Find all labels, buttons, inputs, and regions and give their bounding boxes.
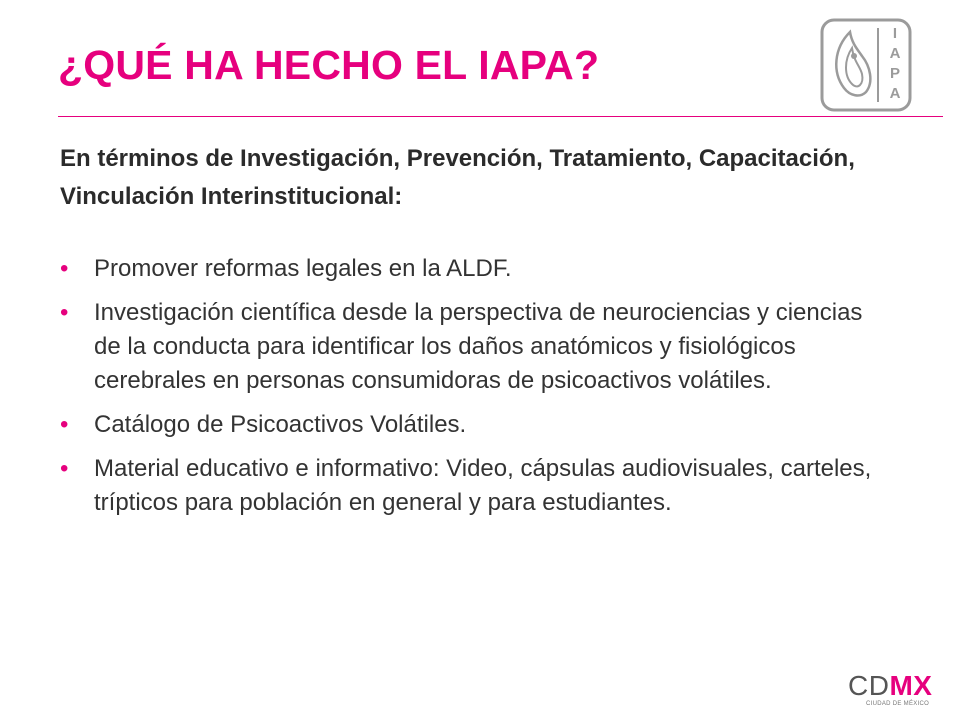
bullet-text: Material educativo e informativo: Video, cápsulas audiovisuales, carteles, trípticos para población en general y para estudiantes.	[94, 455, 872, 516]
title-divider	[58, 116, 943, 117]
cdmx-logo-mx: MX	[889, 670, 933, 701]
bullet-text: Catálogo de Psicoactivos Volátiles.	[94, 411, 467, 438]
bullet-item	[60, 252, 880, 286]
cdmx-logo-subtitle: CIUDAD DE MÉXICO	[866, 701, 930, 707]
bullet-dot-icon: •	[60, 255, 69, 282]
bullet-item	[60, 452, 880, 520]
bullet-text: Promover reformas legales en la ALDF.	[94, 255, 512, 282]
bullet-list	[60, 252, 880, 530]
bullet-text: Investigación científica desde la perspectiva de neurociencias y ciencias de la conducta para identificar los daños anatómicos y fisiológicos cerebrales en personas consumidoras de psicoactivos volátiles.	[94, 299, 863, 394]
logo-letter: A	[889, 85, 901, 102]
bullet-dot-icon: •	[60, 299, 69, 326]
cdmx-logo	[848, 672, 932, 700]
bullet-dot-icon: •	[60, 411, 69, 438]
iapa-logo-letters	[884, 24, 906, 104]
cdmx-logo-cd: CD	[848, 670, 890, 701]
bullet-item	[60, 296, 880, 398]
logo-letter: I	[892, 25, 898, 42]
slide-title: ¿QUÉ HA HECHO EL IAPA?	[58, 42, 600, 88]
bullet-item	[60, 408, 880, 442]
slide-subtitle: En términos de Investigación, Prevención, Tratamiento, Capacitación, Vinculación Interinstitucional:	[60, 145, 855, 210]
logo-letter: P	[889, 65, 900, 82]
logo-letter: A	[889, 45, 901, 62]
bullet-dot-icon: •	[60, 455, 69, 482]
